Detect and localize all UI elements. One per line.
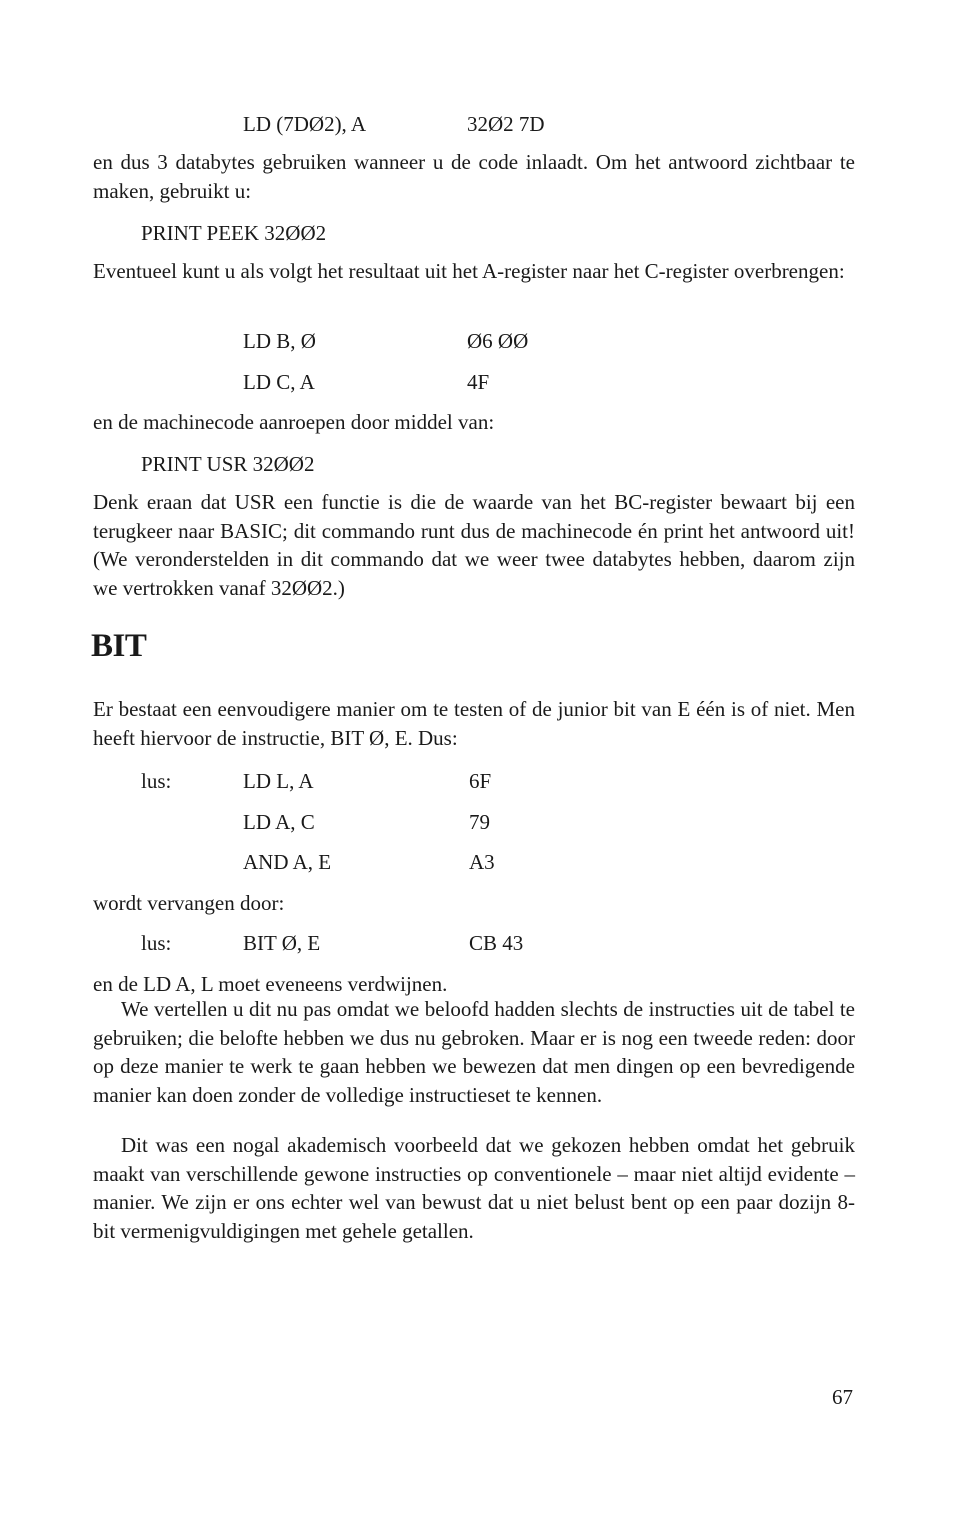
paragraph-example: Dit was een nogal akademisch voorbeeld dat we gekozen hebben omdat het gebruik maakt van verschillende gewone instructies op conventionele – maar niet altijd evidente – manier. We zijn er ons echter wel van bewust dat u niet belust bent op een paar dozijn 8-bit vermenigvuldigingen met gehele getallen.: [93, 1133, 855, 1243]
code-bytes: CB 43: [469, 931, 524, 955]
code-instruction: LD A, C: [243, 810, 315, 834]
code-label: lus:: [141, 769, 172, 793]
paragraph-intro: en dus 3 databytes gebruiken wanneer u de code inlaadt. Om het antwoord zichtbaar te maken, gebruikt u:: [93, 150, 855, 203]
paragraph-disappear: en de LD A, L moet eveneens verdwijnen.: [93, 972, 448, 996]
code-instruction: LD (7DØ2), A: [243, 112, 367, 136]
page-number: 67: [832, 1385, 853, 1409]
code-bytes: 79: [469, 810, 490, 834]
paragraph-call: en de machinecode aanroepen door middel van:: [93, 410, 495, 434]
section-heading: BIT: [91, 628, 147, 664]
paragraph-usr-note: Denk eraan dat USR een functie is die de waarde van het BC-register bewaart bij een terugkeer naar BASIC; dit commando runt dus de machinecode én print het antwoord uit! (We veronderstelden in dit commando dat we weer twee databytes hebben, daarom zijn we vertrokken vanaf 32ØØ2.): [93, 490, 855, 600]
code-print-peek: PRINT PEEK 32ØØ2: [141, 221, 327, 245]
code-instruction: BIT Ø, E: [243, 931, 321, 955]
paragraph-replaced: wordt vervangen door:: [93, 891, 285, 915]
code-label: lus:: [141, 931, 172, 955]
code-bytes: 4F: [467, 370, 490, 394]
code-bytes: Ø6 ØØ: [467, 329, 529, 353]
paragraph-transfer: Eventueel kunt u als volgt het resultaat uit het A-register naar het C-register overbrengen:: [93, 259, 845, 283]
code-instruction: LD B, Ø: [243, 329, 316, 353]
code-print-usr: PRINT USR 32ØØ2: [141, 452, 315, 476]
code-bytes: A3: [469, 850, 495, 874]
code-instruction: LD L, A: [243, 769, 314, 793]
code-bytes: 32Ø2 7D: [467, 112, 545, 136]
code-instruction: AND A, E: [243, 850, 332, 874]
code-instruction: LD C, A: [243, 370, 315, 394]
paragraph-bit-intro: Er bestaat een eenvoudigere manier om te testen of de junior bit van E één is of niet. Men heeft hiervoor de instructie, BIT Ø, E. Dus:: [93, 697, 855, 750]
paragraph-promise: We vertellen u dit nu pas omdat we beloofd hadden slechts de instructies uit de tabel te gebruiken; die belofte hebben we dus nu gebroken. Maar er is nog een tweede reden: door op deze manier te werk te gaan hebben we bewezen dat men dingen op een bevredigende manier kan doen zonder de volledige instructieset te kennen.: [93, 997, 855, 1107]
code-bytes: 6F: [469, 769, 492, 793]
